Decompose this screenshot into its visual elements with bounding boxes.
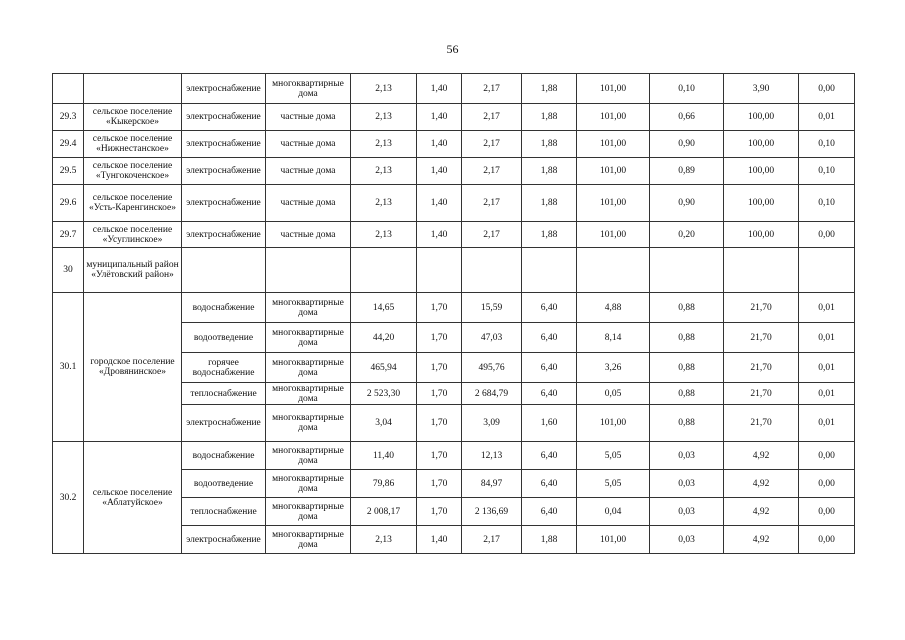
table-row — [53, 293, 855, 323]
value-cell: 1,70 — [417, 293, 462, 323]
value-cell: 0,00 — [799, 442, 855, 470]
value-cell: 0,01 — [799, 383, 855, 405]
value-cell: 1,40 — [417, 185, 462, 222]
service-type: водоотведение — [182, 470, 266, 498]
service-type: электроснабжение — [182, 131, 266, 158]
value-cell: 0,88 — [650, 293, 724, 323]
value-cell: 5,05 — [577, 470, 650, 498]
value-cell: 101,00 — [577, 526, 650, 554]
value-cell: 1,88 — [522, 222, 577, 248]
value-cell: 1,70 — [417, 353, 462, 383]
value-cell: 3,09 — [462, 405, 522, 442]
housing-type: многоквартирные дома — [266, 442, 351, 470]
value-cell: 2,13 — [351, 185, 417, 222]
housing-type: частные дома — [266, 222, 351, 248]
row-number: 29.7 — [53, 222, 84, 248]
housing-type: частные дома — [266, 131, 351, 158]
value-cell: 101,00 — [577, 405, 650, 442]
value-cell: 101,00 — [577, 222, 650, 248]
row-number: 29.3 — [53, 104, 84, 131]
value-cell: 0,03 — [650, 526, 724, 554]
value-cell: 2,13 — [351, 222, 417, 248]
value-cell: 2,17 — [462, 222, 522, 248]
value-cell: 100,00 — [724, 158, 799, 185]
row-number: 30 — [53, 248, 84, 293]
value-cell: 0,03 — [650, 498, 724, 526]
value-cell: 0,00 — [799, 74, 855, 104]
settlement-name: муниципальный район «Улётовский район» — [84, 248, 182, 293]
value-cell: 100,00 — [724, 104, 799, 131]
value-cell — [462, 248, 522, 293]
value-cell: 495,76 — [462, 353, 522, 383]
value-cell: 47,03 — [462, 323, 522, 353]
housing-type: многоквартирные дома — [266, 353, 351, 383]
housing-type: многоквартирные дома — [266, 323, 351, 353]
value-cell: 0,89 — [650, 158, 724, 185]
value-cell: 1,40 — [417, 104, 462, 131]
value-cell: 0,04 — [577, 498, 650, 526]
value-cell: 21,70 — [724, 383, 799, 405]
value-cell: 1,88 — [522, 158, 577, 185]
settlement-name — [84, 74, 182, 104]
value-cell: 0,10 — [799, 158, 855, 185]
value-cell: 0,03 — [650, 442, 724, 470]
housing-type: многоквартирные дома — [266, 383, 351, 405]
value-cell: 6,40 — [522, 470, 577, 498]
value-cell: 0,00 — [799, 498, 855, 526]
value-cell: 0,03 — [650, 470, 724, 498]
value-cell: 0,88 — [650, 405, 724, 442]
value-cell: 2 523,30 — [351, 383, 417, 405]
tariff-table — [52, 73, 855, 554]
value-cell: 84,97 — [462, 470, 522, 498]
value-cell: 1,70 — [417, 323, 462, 353]
value-cell: 0,00 — [799, 222, 855, 248]
value-cell: 1,88 — [522, 131, 577, 158]
page-number: 56 — [446, 42, 459, 56]
value-cell — [351, 248, 417, 293]
value-cell: 0,66 — [650, 104, 724, 131]
value-cell: 1,60 — [522, 405, 577, 442]
value-cell: 0,10 — [799, 185, 855, 222]
value-cell: 1,88 — [522, 526, 577, 554]
value-cell: 0,01 — [799, 353, 855, 383]
value-cell: 21,70 — [724, 405, 799, 442]
value-cell: 1,40 — [417, 526, 462, 554]
table-row — [53, 222, 855, 248]
value-cell: 0,01 — [799, 323, 855, 353]
value-cell: 4,92 — [724, 442, 799, 470]
service-type: теплоснабжение — [182, 383, 266, 405]
value-cell: 3,04 — [351, 405, 417, 442]
housing-type: частные дома — [266, 158, 351, 185]
value-cell: 8,14 — [577, 323, 650, 353]
service-type: электроснабжение — [182, 222, 266, 248]
value-cell — [799, 248, 855, 293]
value-cell: 21,70 — [724, 323, 799, 353]
value-cell: 4,92 — [724, 498, 799, 526]
value-cell: 3,90 — [724, 74, 799, 104]
housing-type: частные дома — [266, 185, 351, 222]
service-type: горячее водоснабжение — [182, 353, 266, 383]
settlement-name: городское поселение «Дровянинское» — [84, 293, 182, 442]
value-cell: 2,13 — [351, 158, 417, 185]
value-cell: 15,59 — [462, 293, 522, 323]
row-number — [53, 74, 84, 104]
service-type: водоснабжение — [182, 442, 266, 470]
settlement-name: сельское поселение «Усуглинское» — [84, 222, 182, 248]
value-cell — [417, 248, 462, 293]
value-cell: 4,92 — [724, 470, 799, 498]
value-cell: 0,90 — [650, 185, 724, 222]
value-cell: 2,17 — [462, 158, 522, 185]
value-cell: 1,40 — [417, 74, 462, 104]
housing-type: частные дома — [266, 104, 351, 131]
table-body — [53, 74, 855, 554]
table-row — [53, 248, 855, 293]
value-cell: 2 136,69 — [462, 498, 522, 526]
value-cell: 1,40 — [417, 131, 462, 158]
value-cell: 0,88 — [650, 353, 724, 383]
table-row — [53, 158, 855, 185]
value-cell: 14,65 — [351, 293, 417, 323]
value-cell: 1,70 — [417, 405, 462, 442]
value-cell: 100,00 — [724, 185, 799, 222]
value-cell: 0,00 — [799, 526, 855, 554]
value-cell: 101,00 — [577, 131, 650, 158]
value-cell: 0,01 — [799, 293, 855, 323]
value-cell: 2,13 — [351, 104, 417, 131]
settlement-name: сельское поселение «Усть-Каренгинское» — [84, 185, 182, 222]
row-number: 30.2 — [53, 442, 84, 554]
value-cell: 1,40 — [417, 158, 462, 185]
value-cell: 1,70 — [417, 470, 462, 498]
value-cell: 0,05 — [577, 383, 650, 405]
value-cell: 11,40 — [351, 442, 417, 470]
service-type: теплоснабжение — [182, 498, 266, 526]
value-cell — [724, 248, 799, 293]
value-cell: 0,10 — [799, 131, 855, 158]
service-type: электроснабжение — [182, 526, 266, 554]
value-cell: 101,00 — [577, 74, 650, 104]
value-cell: 6,40 — [522, 498, 577, 526]
value-cell: 0,20 — [650, 222, 724, 248]
value-cell: 6,40 — [522, 323, 577, 353]
value-cell: 2,17 — [462, 185, 522, 222]
value-cell: 2,17 — [462, 526, 522, 554]
value-cell: 6,40 — [522, 383, 577, 405]
service-type: водоотведение — [182, 323, 266, 353]
value-cell: 2,17 — [462, 104, 522, 131]
value-cell — [650, 248, 724, 293]
value-cell: 6,40 — [522, 293, 577, 323]
value-cell: 79,86 — [351, 470, 417, 498]
value-cell: 44,20 — [351, 323, 417, 353]
value-cell: 3,26 — [577, 353, 650, 383]
value-cell: 21,70 — [724, 353, 799, 383]
housing-type: многоквартирные дома — [266, 293, 351, 323]
table-row — [53, 131, 855, 158]
value-cell — [577, 248, 650, 293]
value-cell: 2 684,79 — [462, 383, 522, 405]
housing-type: многоквартирные дома — [266, 405, 351, 442]
value-cell: 101,00 — [577, 104, 650, 131]
value-cell: 0,01 — [799, 104, 855, 131]
service-type: водоснабжение — [182, 293, 266, 323]
value-cell: 2,13 — [351, 131, 417, 158]
value-cell: 1,70 — [417, 498, 462, 526]
value-cell: 1,70 — [417, 383, 462, 405]
value-cell: 465,94 — [351, 353, 417, 383]
settlement-name: сельское поселение «Нижнестанское» — [84, 131, 182, 158]
housing-type: многоквартирные дома — [266, 470, 351, 498]
value-cell: 5,05 — [577, 442, 650, 470]
value-cell: 101,00 — [577, 158, 650, 185]
value-cell: 12,13 — [462, 442, 522, 470]
row-number: 29.4 — [53, 131, 84, 158]
housing-type: многоквартирные дома — [266, 498, 351, 526]
housing-type: многоквартирные дома — [266, 74, 351, 104]
value-cell: 1,40 — [417, 222, 462, 248]
value-cell: 0,88 — [650, 383, 724, 405]
value-cell: 2 008,17 — [351, 498, 417, 526]
value-cell: 0,00 — [799, 470, 855, 498]
value-cell: 0,88 — [650, 323, 724, 353]
table-row — [53, 104, 855, 131]
value-cell: 2,13 — [351, 526, 417, 554]
table-row — [53, 442, 855, 470]
row-number: 30.1 — [53, 293, 84, 442]
service-type — [182, 248, 266, 293]
value-cell: 4,88 — [577, 293, 650, 323]
value-cell: 2,17 — [462, 74, 522, 104]
value-cell: 21,70 — [724, 293, 799, 323]
service-type: электроснабжение — [182, 158, 266, 185]
value-cell: 0,90 — [650, 131, 724, 158]
service-type: электроснабжение — [182, 405, 266, 442]
value-cell: 0,01 — [799, 405, 855, 442]
housing-type: многоквартирные дома — [266, 526, 351, 554]
value-cell: 1,88 — [522, 104, 577, 131]
row-number: 29.5 — [53, 158, 84, 185]
value-cell: 1,88 — [522, 185, 577, 222]
service-type: электроснабжение — [182, 74, 266, 104]
value-cell: 6,40 — [522, 442, 577, 470]
value-cell: 0,10 — [650, 74, 724, 104]
value-cell: 6,40 — [522, 353, 577, 383]
value-cell — [522, 248, 577, 293]
value-cell: 100,00 — [724, 131, 799, 158]
table-row — [53, 74, 855, 104]
value-cell: 100,00 — [724, 222, 799, 248]
table-row — [53, 185, 855, 222]
service-type: электроснабжение — [182, 104, 266, 131]
service-type: электроснабжение — [182, 185, 266, 222]
value-cell: 4,92 — [724, 526, 799, 554]
housing-type — [266, 248, 351, 293]
settlement-name: сельское поселение «Аблатуйское» — [84, 442, 182, 554]
value-cell: 101,00 — [577, 185, 650, 222]
value-cell: 2,13 — [351, 74, 417, 104]
value-cell: 1,88 — [522, 74, 577, 104]
value-cell: 2,17 — [462, 131, 522, 158]
row-number: 29.6 — [53, 185, 84, 222]
value-cell: 1,70 — [417, 442, 462, 470]
settlement-name: сельское поселение «Кыкерское» — [84, 104, 182, 131]
settlement-name: сельское поселение «Тунгокоченское» — [84, 158, 182, 185]
